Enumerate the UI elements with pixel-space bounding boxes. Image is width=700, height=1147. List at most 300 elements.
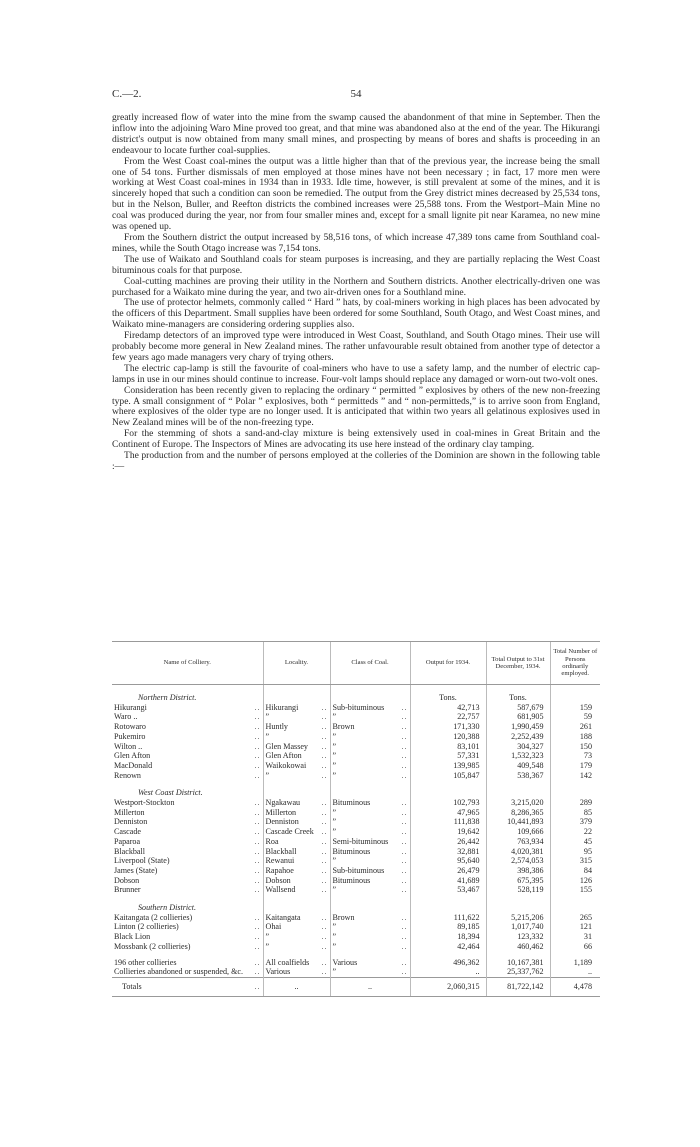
district-name-text: Northern District. — [138, 693, 197, 702]
leader-dots: .. — [321, 967, 328, 977]
table-row — [112, 798, 600, 808]
leader-dots: .. — [254, 875, 261, 885]
cell-locality — [263, 847, 330, 857]
cell-persons-text: 261 — [579, 722, 592, 732]
table-row — [112, 751, 600, 761]
table-row — [112, 761, 600, 771]
table-row — [112, 952, 600, 968]
cell-persons-text: 155 — [579, 885, 592, 895]
table-row — [112, 722, 600, 732]
table-row — [112, 808, 600, 818]
cell-persons — [550, 780, 600, 798]
table-row — [112, 922, 600, 932]
leader-dots: .. — [321, 957, 328, 967]
cell-total-output-text: 123,332 — [517, 932, 544, 942]
table-row — [112, 967, 600, 977]
page-header — [112, 88, 600, 102]
cell-persons — [550, 703, 600, 713]
total-total-output — [486, 977, 550, 996]
cell-locality-text: All coalfields — [265, 957, 310, 967]
leader-dots: .. — [254, 770, 261, 780]
cell-locality-text: Hikurangi — [265, 702, 299, 712]
cell-persons — [550, 827, 600, 837]
cell-name — [112, 922, 263, 932]
cell-persons — [550, 942, 600, 952]
cell-total-output-text: 25,337,762 — [507, 967, 544, 977]
cell-persons-text: 150 — [579, 741, 592, 751]
cell-locality-text: Dobson — [265, 875, 291, 885]
leader-dots: .. — [254, 932, 261, 942]
cell-locality-text: ” — [265, 932, 270, 942]
cell-class-text: Bituminous — [332, 875, 371, 885]
cell-total-output-text: 681,905 — [517, 712, 544, 722]
cell-output-text: 42,713 — [457, 702, 480, 712]
leader-dots: .. — [321, 885, 328, 895]
cell-locality-text: Denniston — [265, 817, 299, 827]
cell-persons-text: 84 — [583, 865, 592, 875]
cell-class — [330, 967, 410, 977]
leader-dots: .. — [254, 807, 261, 817]
cell-total-output-text: 10,441,893 — [507, 817, 544, 827]
cell-name-text: Renown — [114, 770, 141, 780]
cell-class-text: Bituminous — [332, 846, 371, 856]
cell-output-text: 42,464 — [457, 941, 480, 951]
leader-dots: .. — [254, 751, 261, 761]
cell-total-output-text: 460,462 — [517, 941, 544, 951]
cell-class — [330, 866, 410, 876]
cell-class — [330, 751, 410, 761]
leader-dots: .. — [254, 702, 261, 712]
cell-class — [330, 942, 410, 952]
cell-total-output-text: 587,679 — [517, 702, 544, 712]
table-row — [112, 817, 600, 827]
leader-dots: .. — [321, 712, 328, 722]
cell-class-text: Sub-bituminous — [332, 702, 385, 712]
cell-persons — [550, 847, 600, 857]
cell-class-text: Bituminous — [332, 798, 371, 808]
cell-total-output-text: 2,574,053 — [511, 856, 544, 866]
cell-name — [112, 847, 263, 857]
paragraph: The use of Waikato and Southland coals for steam purposes is increasing, and they are partially replacing the West Coast bituminous coals for that purpose. — [112, 253, 600, 276]
cell-locality-text: Glen Massey — [265, 741, 308, 751]
cell-class-text: ” — [332, 731, 337, 741]
table-row — [112, 742, 600, 752]
cell-total-output — [486, 847, 550, 857]
cell-name-text: Hikurangi — [114, 702, 147, 712]
cell-output — [410, 712, 486, 722]
paragraph: greatly increased flow of water into the mine from the swamp caused the abandonment of that mine in September. Then the inflow into the adjoining Waro Mine proved too great, and that mine was abandoned also at the end of the year. The Hikurangi district's output is now obtained from many small mines, and prospecting by means of bores and shafts is proceeding in an endeavour to locate further coal-supplies. — [112, 112, 600, 156]
cell-class-text: ” — [332, 770, 337, 780]
leader-dots: .. — [254, 731, 261, 741]
leader-dots: .. — [401, 722, 408, 732]
cell-locality-text: Blackball — [265, 846, 297, 856]
cell-total-output — [486, 876, 550, 886]
cell-total-output-text: 763,934 — [517, 836, 544, 846]
cell-output — [410, 761, 486, 771]
cell-locality — [263, 798, 330, 808]
cell-locality-text: Roa — [265, 836, 279, 846]
cell-output — [410, 732, 486, 742]
cell-locality — [263, 712, 330, 722]
cell-total-output-text: 4,020,381 — [511, 846, 544, 856]
district-name-text: Southern District. — [138, 903, 197, 913]
leader-dots: .. — [401, 932, 408, 942]
total-locality — [263, 977, 330, 996]
leader-dots: .. — [254, 885, 261, 895]
cell-output — [410, 967, 486, 977]
cell-output-text: 26,442 — [457, 836, 480, 846]
cell-total-output-text: 3,215,020 — [511, 798, 544, 808]
cell-class — [330, 742, 410, 752]
cell-output — [410, 771, 486, 781]
leader-dots: .. — [254, 817, 261, 827]
cell-class-text: ” — [332, 967, 337, 977]
cell-total-output — [486, 817, 550, 827]
leader-dots: .. — [254, 941, 261, 951]
cell-name-text: Paparoa — [114, 836, 141, 846]
leader-dots: .. — [254, 836, 261, 846]
leader-dots: .. — [254, 967, 261, 977]
cell-output-text: 18,394 — [457, 932, 480, 942]
cell-total-output-text: 528,119 — [517, 885, 544, 895]
table-row — [112, 847, 600, 857]
cell-output — [410, 885, 486, 895]
cell-locality-text: Rapahoe — [265, 865, 294, 875]
cell-output-text: 496,362 — [453, 957, 480, 967]
leader-dots: .. — [401, 751, 408, 761]
total-name-text: Totals — [122, 981, 142, 991]
cell-total-output — [486, 751, 550, 761]
cell-output — [410, 780, 486, 798]
leader-dots: .. — [321, 807, 328, 817]
cell-class-text: ” — [332, 712, 337, 722]
cell-output — [410, 922, 486, 932]
cell-class-text: Various — [332, 957, 358, 967]
cell-output-text: 89,185 — [457, 922, 480, 932]
cell-locality — [263, 732, 330, 742]
cell-output-text: 53,467 — [457, 885, 480, 895]
leader-dots: .. — [321, 912, 328, 922]
cell-total-output-text: 304,327 — [517, 741, 544, 751]
cell-persons — [550, 732, 600, 742]
cell-name-text: Cascade — [114, 827, 141, 837]
cell-class — [330, 685, 410, 703]
cell-output-text: 41,689 — [457, 875, 480, 885]
cell-total-output — [486, 895, 550, 913]
cell-persons-text: 265 — [579, 912, 592, 922]
cell-persons — [550, 952, 600, 968]
cell-name-text: Waro .. — [114, 712, 138, 722]
cell-persons — [550, 771, 600, 781]
leader-dots: .. — [321, 846, 328, 856]
leader-dots: .. — [401, 922, 408, 932]
leader-dots: .. — [321, 722, 328, 732]
page-number: 54 — [350, 88, 362, 100]
total-class-text: .. — [367, 981, 373, 991]
cell-name — [112, 837, 263, 847]
leader-dots: .. — [321, 827, 328, 837]
cell-class — [330, 847, 410, 857]
leader-dots: .. — [321, 770, 328, 780]
body-text — [112, 113, 600, 473]
cell-output — [410, 913, 486, 923]
cell-locality — [263, 685, 330, 703]
leader-dots: .. — [254, 846, 261, 856]
total-total-output-text: 81,722,142 — [507, 981, 544, 991]
cell-name-text: Mossbank (2 collieries) — [114, 941, 191, 951]
cell-output — [410, 942, 486, 952]
table-row — [112, 771, 600, 781]
cell-output-text: 171,330 — [453, 722, 480, 732]
cell-locality — [263, 932, 330, 942]
cell-total-output-text: 2,252,439 — [511, 731, 544, 741]
cell-name — [112, 732, 263, 742]
paragraph: Consideration has been recently given to replacing the ordinary “ permitted ” explosives by others of the new non-freezing type. A small consignment of “ Polar ” explosives, both “ permitteds ” and “ non-permitteds,” is to arrive soon from England, where explosives of the older type are no longer used. It is anticipated that within two years all gelatinous explosives used in New Zealand mines will be of the non-freezing type. — [112, 384, 600, 429]
cell-name-text: Millerton — [114, 807, 145, 817]
leader-dots: .. — [254, 922, 261, 932]
cell-persons-text: 126 — [579, 875, 592, 885]
cell-persons — [550, 876, 600, 886]
cell-class — [330, 808, 410, 818]
paragraph: The use of protector helmets, commonly called “ Hard ” hats, by coal-miners working in high places has been advocated by the officers of this Department. Small supplies have been ordered for some Southland, South Otago, and West Coast mines, and Waikato mine-managers are considering ordering supplies also. — [112, 297, 600, 331]
cell-output-text: 47,965 — [457, 807, 480, 817]
cell-name-text: Liverpool (State) — [114, 856, 170, 866]
cell-class-text: ” — [332, 817, 337, 827]
cell-persons-text: 188 — [579, 731, 592, 741]
cell-locality-text: Kaitangata — [265, 912, 301, 922]
cell-name — [112, 722, 263, 732]
cell-output — [410, 722, 486, 732]
cell-class — [330, 932, 410, 942]
cell-output-text: .. — [475, 967, 480, 977]
cell-output — [410, 827, 486, 837]
cell-persons — [550, 712, 600, 722]
cell-total-output — [486, 780, 550, 798]
cell-total-output — [486, 922, 550, 932]
cell-total-output-text: 5,215,206 — [511, 912, 544, 922]
cell-locality — [263, 876, 330, 886]
leader-dots: .. — [254, 957, 261, 967]
cell-total-output-text: 8,286,365 — [511, 807, 544, 817]
cell-locality — [263, 895, 330, 913]
table-row — [112, 866, 600, 876]
cell-class-text: Brown — [332, 912, 355, 922]
leader-dots: .. — [321, 798, 328, 808]
table-row — [112, 913, 600, 923]
cell-class — [330, 703, 410, 713]
district-name — [112, 685, 263, 703]
total-output-text: 2,060,315 — [447, 981, 480, 991]
cell-persons — [550, 913, 600, 923]
paragraph: The electric cap-lamp is still the favourite of coal-miners who have to use a safety lamp, and the number of electric cap-lamps in use in our mines should continue to increase. Four-volt lamps should replace any damaged or worn-out two-volt ones. — [112, 362, 600, 385]
district-name-text: West Coast District. — [138, 788, 203, 798]
cell-class-text: Brown — [332, 722, 355, 732]
cell-total-output — [486, 913, 550, 923]
district-heading-row — [112, 685, 600, 703]
cell-persons-text: 22 — [583, 827, 592, 837]
colliery-production-table — [112, 641, 600, 997]
cell-class — [330, 771, 410, 781]
cell-persons-text: 59 — [583, 712, 592, 722]
cell-total-output-text: 1,990,459 — [511, 722, 544, 732]
cell-persons — [550, 885, 600, 895]
cell-class-text: ” — [332, 932, 337, 942]
leader-dots: .. — [401, 875, 408, 885]
cell-class — [330, 712, 410, 722]
leader-dots: .. — [401, 741, 408, 751]
cell-locality — [263, 922, 330, 932]
col-header-output: Output for 1934. — [410, 642, 486, 685]
cell-class — [330, 856, 410, 866]
cell-class-text: ” — [332, 827, 337, 837]
leader-dots: .. — [401, 817, 408, 827]
cell-total-output — [486, 742, 550, 752]
leader-dots: .. — [321, 751, 328, 761]
cell-total-output-text: 409,548 — [517, 760, 544, 770]
leader-dots: .. — [401, 702, 408, 712]
cell-locality — [263, 808, 330, 818]
paragraph: Firedamp detectors of an improved type were introduced in West Coast, Southland, and South Otago mines. Their use will probably become more general in New Zealand mines. The rather unfavourable result obtained from another type of detector a few years ago made managers very chary of trying others. — [112, 330, 600, 363]
table-row — [112, 732, 600, 742]
cell-persons-text: 95 — [583, 846, 592, 856]
leader-dots: .. — [321, 817, 328, 827]
leader-dots: .. — [401, 967, 408, 977]
cell-name — [112, 856, 263, 866]
leader-dots: .. — [401, 807, 408, 817]
cell-output-text: 139,985 — [453, 760, 480, 770]
cell-name-text: Black Lion — [114, 932, 151, 942]
cell-locality-text: ” — [265, 941, 270, 951]
cell-total-output — [486, 808, 550, 818]
col-header-persons: Total Number of Persons ordinarily employed. — [550, 642, 600, 685]
cell-total-output — [486, 885, 550, 895]
paragraph: The production from and the number of persons employed at the colleries of the Dominion are shown in the following table :— — [112, 450, 600, 472]
cell-locality — [263, 771, 330, 781]
cell-persons-text: 66 — [583, 941, 592, 951]
cell-persons — [550, 866, 600, 876]
leader-dots: .. — [254, 722, 261, 732]
total-name — [112, 977, 263, 996]
cell-persons-text: .. — [587, 967, 592, 977]
cell-persons — [550, 817, 600, 827]
cell-locality-text: ” — [265, 731, 270, 741]
col-header-class: Class of Coal. — [330, 642, 410, 685]
cell-locality-text: ” — [265, 770, 270, 780]
cell-total-output-text: 538,367 — [517, 770, 544, 780]
cell-name — [112, 761, 263, 771]
cell-persons-text: 1,189 — [573, 957, 592, 967]
cell-locality — [263, 751, 330, 761]
cell-name-text: Rotowaro — [114, 722, 146, 732]
cell-persons — [550, 922, 600, 932]
cell-output — [410, 817, 486, 827]
cell-total-output — [486, 703, 550, 713]
cell-persons-text: 142 — [579, 770, 592, 780]
leader-dots: .. — [401, 846, 408, 856]
cell-persons-text: 159 — [579, 702, 592, 712]
cell-total-output-text: 398,386 — [517, 865, 544, 875]
table-row — [112, 712, 600, 722]
cell-total-output — [486, 932, 550, 942]
cell-class — [330, 952, 410, 968]
cell-locality-text: Glen Afton — [265, 751, 302, 761]
cell-persons — [550, 808, 600, 818]
district-heading-row — [112, 780, 600, 798]
table-row — [112, 856, 600, 866]
leader-dots: .. — [401, 836, 408, 846]
unit-label — [486, 685, 550, 703]
leader-dots: .. — [321, 731, 328, 741]
leader-dots: .. — [254, 981, 261, 991]
cell-name — [112, 942, 263, 952]
cell-total-output-text: 675,395 — [517, 875, 544, 885]
leader-dots: .. — [321, 702, 328, 712]
cell-locality — [263, 967, 330, 977]
cell-output-text: 83,101 — [457, 741, 480, 751]
cell-locality — [263, 722, 330, 732]
cell-name — [112, 876, 263, 886]
table-row — [112, 932, 600, 942]
cell-locality-text: Various — [265, 967, 291, 977]
cell-persons-text: 45 — [583, 836, 592, 846]
cell-output-text: 57,331 — [457, 751, 480, 761]
cell-class-text: ” — [332, 941, 337, 951]
leader-dots: .. — [401, 957, 408, 967]
leader-dots: .. — [254, 827, 261, 837]
cell-name-text: Blackball — [114, 846, 146, 856]
table-row — [112, 876, 600, 886]
cell-output — [410, 952, 486, 968]
leader-dots: .. — [401, 760, 408, 770]
cell-class — [330, 798, 410, 808]
cell-locality-text: Millerton — [265, 807, 297, 817]
table-header-row — [112, 642, 600, 685]
paragraph: Coal-cutting machines are proving their utility in the Northern and Southern districts. Another electrically-driven one was purchased for a Waikato mine during the year, and two air-driven ones for a Southland mine. — [112, 275, 600, 298]
cell-persons-text: 85 — [583, 807, 592, 817]
cell-output — [410, 847, 486, 857]
cell-locality — [263, 885, 330, 895]
leader-dots: .. — [254, 865, 261, 875]
cell-output-text: 26,479 — [457, 865, 480, 875]
cell-output-text: 111,622 — [453, 912, 480, 922]
cell-persons — [550, 751, 600, 761]
cell-output — [410, 866, 486, 876]
leader-dots: .. — [321, 836, 328, 846]
leader-dots: .. — [401, 912, 408, 922]
cell-name — [112, 751, 263, 761]
cell-name-text: Denniston — [114, 817, 148, 827]
cell-name-text: Glen Afton — [114, 751, 151, 761]
cell-name — [112, 817, 263, 827]
cell-persons-text: 31 — [583, 932, 592, 942]
cell-class — [330, 732, 410, 742]
leader-dots: .. — [321, 760, 328, 770]
district-name — [112, 895, 263, 913]
unit-label-text: Tons. — [509, 693, 527, 702]
cell-class-text: Sub-bituminous — [332, 865, 385, 875]
cell-name — [112, 742, 263, 752]
cell-class — [330, 913, 410, 923]
cell-locality — [263, 856, 330, 866]
cell-name — [112, 798, 263, 808]
cell-output — [410, 837, 486, 847]
cell-persons — [550, 798, 600, 808]
cell-persons-text: 315 — [579, 856, 592, 866]
cell-class — [330, 876, 410, 886]
cell-name — [112, 967, 263, 977]
cell-locality — [263, 780, 330, 798]
cell-class-text: ” — [332, 760, 337, 770]
